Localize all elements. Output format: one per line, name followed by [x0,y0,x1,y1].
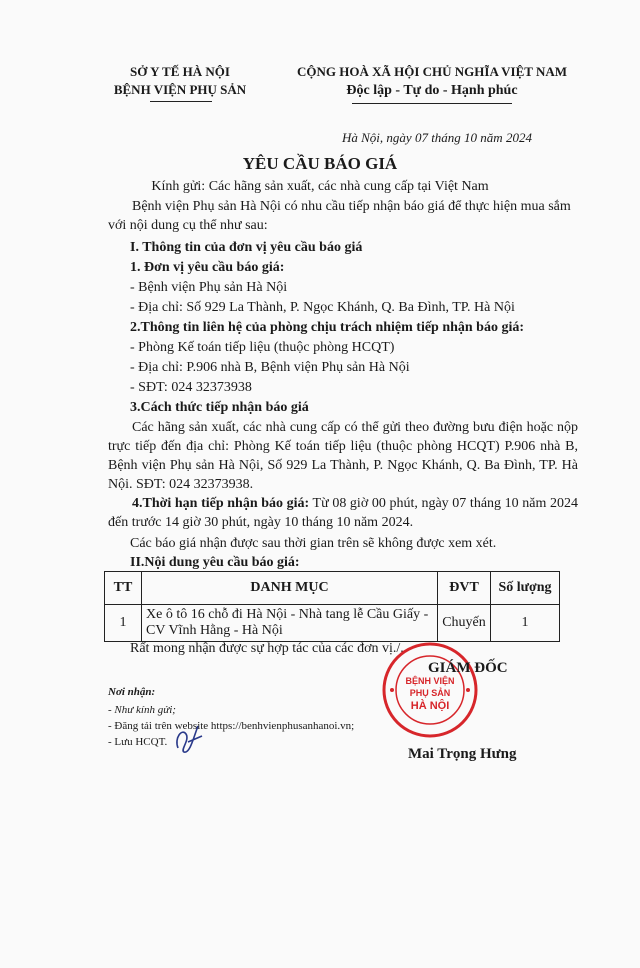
recipient-item: - Như kính gửi; [108,704,176,716]
list-item: - Địa chỉ: P.906 nhà B, Bệnh viện Phụ sản Hà Nội [130,360,410,375]
table-header-tt: TT [105,572,142,605]
list-item: - Phòng Kế toán tiếp liệu (thuộc phòng HCQT) [130,340,395,355]
header-motto: Độc lập - Tự do - Hạnh phúc [346,83,518,98]
section1-sub3-title: 3.Cách thức tiếp nhận báo giá [130,400,309,415]
header-hospital: BỆNH VIỆN PHỤ SẢN [113,82,247,97]
header-agency: SỞ Y TẾ HÀ NỘI [130,64,230,79]
list-item: - Địa chỉ: Số 929 La Thành, P. Ngọc Khánh, Q. Ba Đình, TP. Hà Nội [130,300,515,315]
header-country: CỘNG HOÀ XÃ HỘI CHỦ NGHĨA VIỆT NAM [296,64,568,79]
delivery-paragraph: Các hãng sản xuất, các nhà cung cấp có thể gửi theo đường bưu điện hoặc nộp trực tiếp đến địa chỉ: Phòng Kế toán tiếp liệu (thuộc phòng HCQT) P.906 nhà B, Bệnh viện Phụ sản Hà Nội, Số 929 La Thành, P. Ngọc Khánh, Q. Ba Đình, TP. Hà Nội. SĐT: 024 32373938. [108,420,578,492]
addressee-line: Kính gửi: Các hãng sản xuất, các nhà cung cấp tại Việt Nam [151,179,489,194]
table-cell-item: Xe ô tô 16 chỗ đi Hà Nội - Nhà tang lễ Cầu Giấy - CV Vĩnh Hằng - Hà Nội [142,605,438,642]
quote-table [104,571,560,642]
document-date: Hà Nội, ngày 07 tháng 10 năm 2024 [342,130,532,145]
table-header-item: DANH MỤC [142,572,438,605]
table-row [105,605,560,642]
section2-title: II.Nội dung yêu cầu báo giá: [130,555,300,570]
stamp-line-1: BỆNH VIỆN [405,676,455,686]
table-cell-tt: 1 [105,605,142,642]
recipients-title: Nơi nhận: [108,686,156,698]
table-header-unit: ĐVT [438,572,491,605]
header-right-underline [352,103,512,104]
list-item: - Bệnh viện Phụ sản Hà Nội [130,280,288,295]
table-header-qty: Số lượng [491,572,560,605]
recipient-item: - Đăng tải trên website https://benhvienphusanhanoi.vn; [108,720,355,732]
stamp-line-2: PHỤ SẢN [409,688,451,698]
recipient-item: - Lưu HCQT. [108,736,168,748]
list-item: - SĐT: 024 32373938 [130,380,252,395]
intro-paragraph: Bệnh viện Phụ sản Hà Nội có nhu cầu tiếp nhận báo giá để thực hiện mua sắm với nội dung cụ thể như sau: [108,199,571,233]
header-left-underline [150,101,212,102]
section1-sub1-title: 1. Đơn vị yêu cầu báo giá: [130,260,285,275]
late-notice: Các báo giá nhận được sau thời gian trên sẽ không được xem xét. [130,536,497,551]
document-title: YÊU CẦU BÁO GIÁ [242,154,398,173]
stamp-line-3: HÀ NỘI [410,700,450,712]
signature-role: GIÁM ĐỐC [428,660,508,676]
section1-title: I. Thông tin của đơn vị yêu cầu báo giá [130,240,363,255]
signature-name: Mai Trọng Hưng [408,746,517,762]
initials-signature [168,722,208,756]
table-cell-qty: 1 [491,605,560,642]
deadline-paragraph: 4.Thời hạn tiếp nhận báo giá: Từ 08 giờ 00 phút, ngày 07 tháng 10 năm 2024 đến trước 14 giờ 30 phút, ngày 10 tháng 10 năm 2024. [108,496,578,530]
closing-line: Rất mong nhận được sự hợp tác của các đơn vị./. [130,641,404,656]
official-stamp [380,640,480,740]
table-cell-unit: Chuyến [438,605,491,642]
table-header-row [105,572,560,605]
section1-sub2-title: 2.Thông tin liên hệ của phòng chịu trách nhiệm tiếp nhận báo giá: [130,320,525,335]
